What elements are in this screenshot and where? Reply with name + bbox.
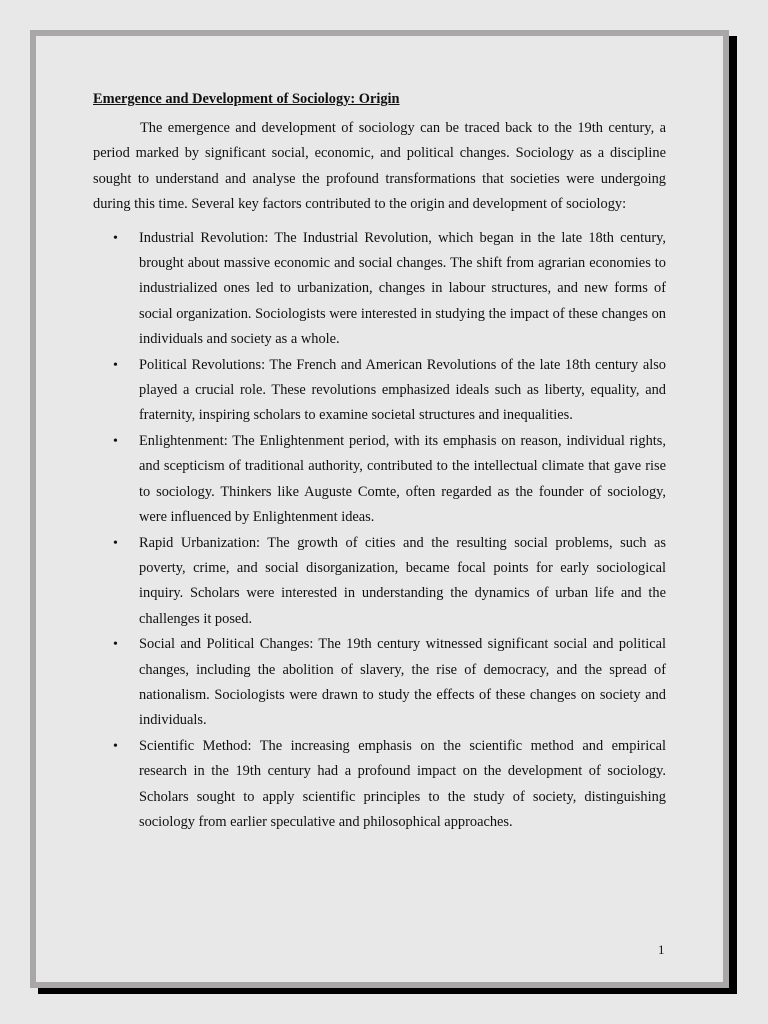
factor-list <box>93 226 666 836</box>
list-item-text: Social and Political Changes: The 19th century witnessed significant social and political changes, including the abolition of slavery, the rise of democracy, and the spread of nationalism. Sociologists were drawn to study the effects of these changes on society and individuals. <box>139 636 666 729</box>
list-item <box>93 734 666 836</box>
list-item-text: Scientific Method: The increasing emphasis on the scientific method and empirical research in the 19th century had a profound impact on the development of sociology. Scholars sought to apply scientific principles to the study of society, distinguishing sociology from earlier speculative and philosophical approaches. <box>139 737 666 830</box>
list-item <box>93 632 666 734</box>
bullet-icon: • <box>113 433 118 449</box>
page-number: 1 <box>658 942 665 957</box>
list-item-text: Industrial Revolution: The Industrial Revolution, which began in the late 18th century, brought about massive economic and social changes. The shift from agrarian economies to industrialized ones led to urbanization, changes in labour structures, and new forms of social organization. Sociologists were interested in studying the impact of these changes on individuals and society as a whole. <box>139 229 666 348</box>
list-item-text: Political Revolutions: The French and American Revolutions of the late 18th century also played a crucial role. These revolutions emphasized ideals such as liberty, equality, and fraternity, inspiring scholars to examine societal structures and inequalities. <box>139 356 666 424</box>
list-item-text: Rapid Urbanization: The growth of cities and the resulting social problems, such as poverty, crime, and social disorganization, became focal points for early sociological inquiry. Scholars were interested in understanding the dynamics of urban life and the challenges it posed. <box>139 534 666 627</box>
list-item <box>93 353 666 429</box>
bullet-icon: • <box>113 738 118 754</box>
bullet-icon: • <box>113 535 118 551</box>
bullet-icon: • <box>113 230 118 246</box>
list-item-text: Enlightenment: The Enlightenment period, with its emphasis on reason, individual rights, and scepticism of traditional authority, contributed to the intellectual climate that gave rise to sociology. Thinkers like Auguste Comte, often regarded as the founder of sociology, were influenced by Enlightenment ideas. <box>139 432 666 526</box>
bullet-icon: • <box>113 637 118 653</box>
page-content <box>93 90 666 835</box>
bullet-icon: • <box>113 357 118 373</box>
intro-paragraph: The emergence and development of sociology can be traced back to the 19th century, a period marked by significant social, economic, and political changes. Sociology as a discipline sought to understand and analyse the profound transformations that societies were undergoing during this time. Several key factors contributed to the origin and development of sociology: <box>93 120 666 213</box>
list-item <box>93 429 666 531</box>
list-item <box>93 531 666 633</box>
list-item <box>93 226 666 353</box>
document-page <box>30 30 729 988</box>
document-title: Emergence and Development of Sociology: Origin <box>93 91 400 107</box>
